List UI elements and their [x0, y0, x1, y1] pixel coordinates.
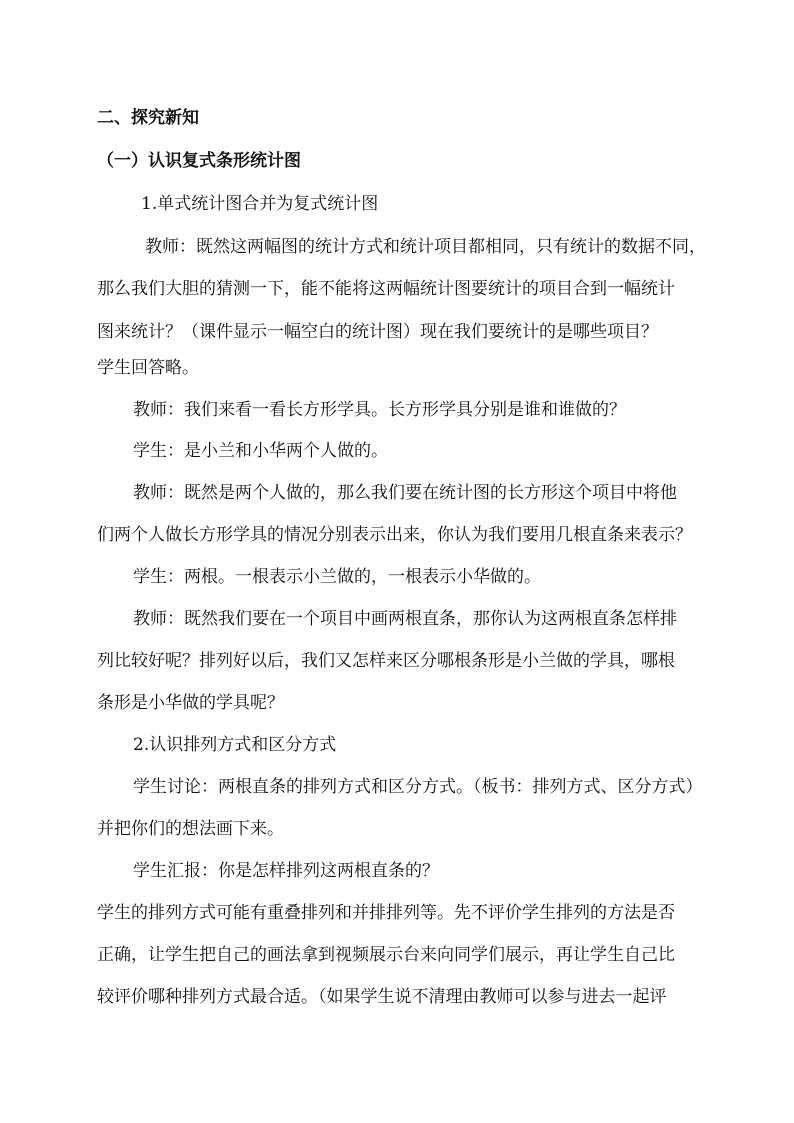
paragraph-line: 教师：既然是两个人做的，那么我们要在统计图的长方形这个项目中将他: [133, 483, 677, 503]
paragraph-line: 并把你们的想法画下来。: [97, 819, 284, 839]
paragraph-line: 学生汇报：你是怎样排列这两根直条的？: [133, 861, 439, 881]
paragraph-line: 正确，让学生把自己的画法拿到视频展示台来向同学们展示，再让学生自己比: [97, 945, 675, 965]
paragraph-line: 那么我们大胆的猜测一下，能不能将这两幅统计图要统计的项目合到一幅统计: [97, 279, 675, 299]
paragraph-line: 教师：我们来看一看长方形学具。长方形学具分别是谁和谁做的？: [133, 400, 626, 420]
item2-title: 2.认识排列方式和区分方式: [133, 735, 337, 755]
paragraph-line: 学生：是小兰和小华两个人做的。: [133, 441, 388, 461]
paragraph-line: 学生讨论：两根直条的排列方式和区分方式。（板书：排列方式、区分方式）: [133, 777, 703, 797]
subsection-heading: （一）认识复式条形统计图: [97, 151, 301, 171]
paragraph-line: 学生的排列方式可能有重叠排列和并排排列等。先不评价学生排列的方法是否: [97, 903, 675, 923]
item1-title: 1.单式统计图合并为复式统计图: [141, 194, 379, 214]
paragraph-line: 列比较好呢？排列好以后，我们又怎样来区分哪根条形是小兰做的学具，哪根: [97, 651, 675, 671]
paragraph-line: 教师：既然我们要在一个项目中画两根直条，那你认为这两根直条怎样排: [133, 609, 677, 629]
section-heading: 二、探究新知: [97, 108, 199, 128]
paragraph-line: 们两个人做长方形学具的情况分别表示出来，你认为我们要用几根直条来表示？: [97, 525, 692, 545]
paragraph-line: 教师：既然这两幅图的统计方式和统计项目都相同，只有统计的数据不同，: [145, 237, 706, 257]
paragraph-line: 条形是小华做的学具呢？: [97, 693, 284, 713]
paragraph-line: 学生回答略。: [97, 358, 199, 378]
paragraph-line: 图来统计？（课件显示一幅空白的统计图）现在我们要统计的是哪些项目？: [97, 322, 658, 342]
paragraph-line: 较评价哪种排列方式最合适。（如果学生说不清理由教师可以参与进去一起评: [97, 987, 667, 1007]
paragraph-line: 学生：两根。一根表示小兰做的，一根表示小华做的。: [133, 567, 541, 587]
